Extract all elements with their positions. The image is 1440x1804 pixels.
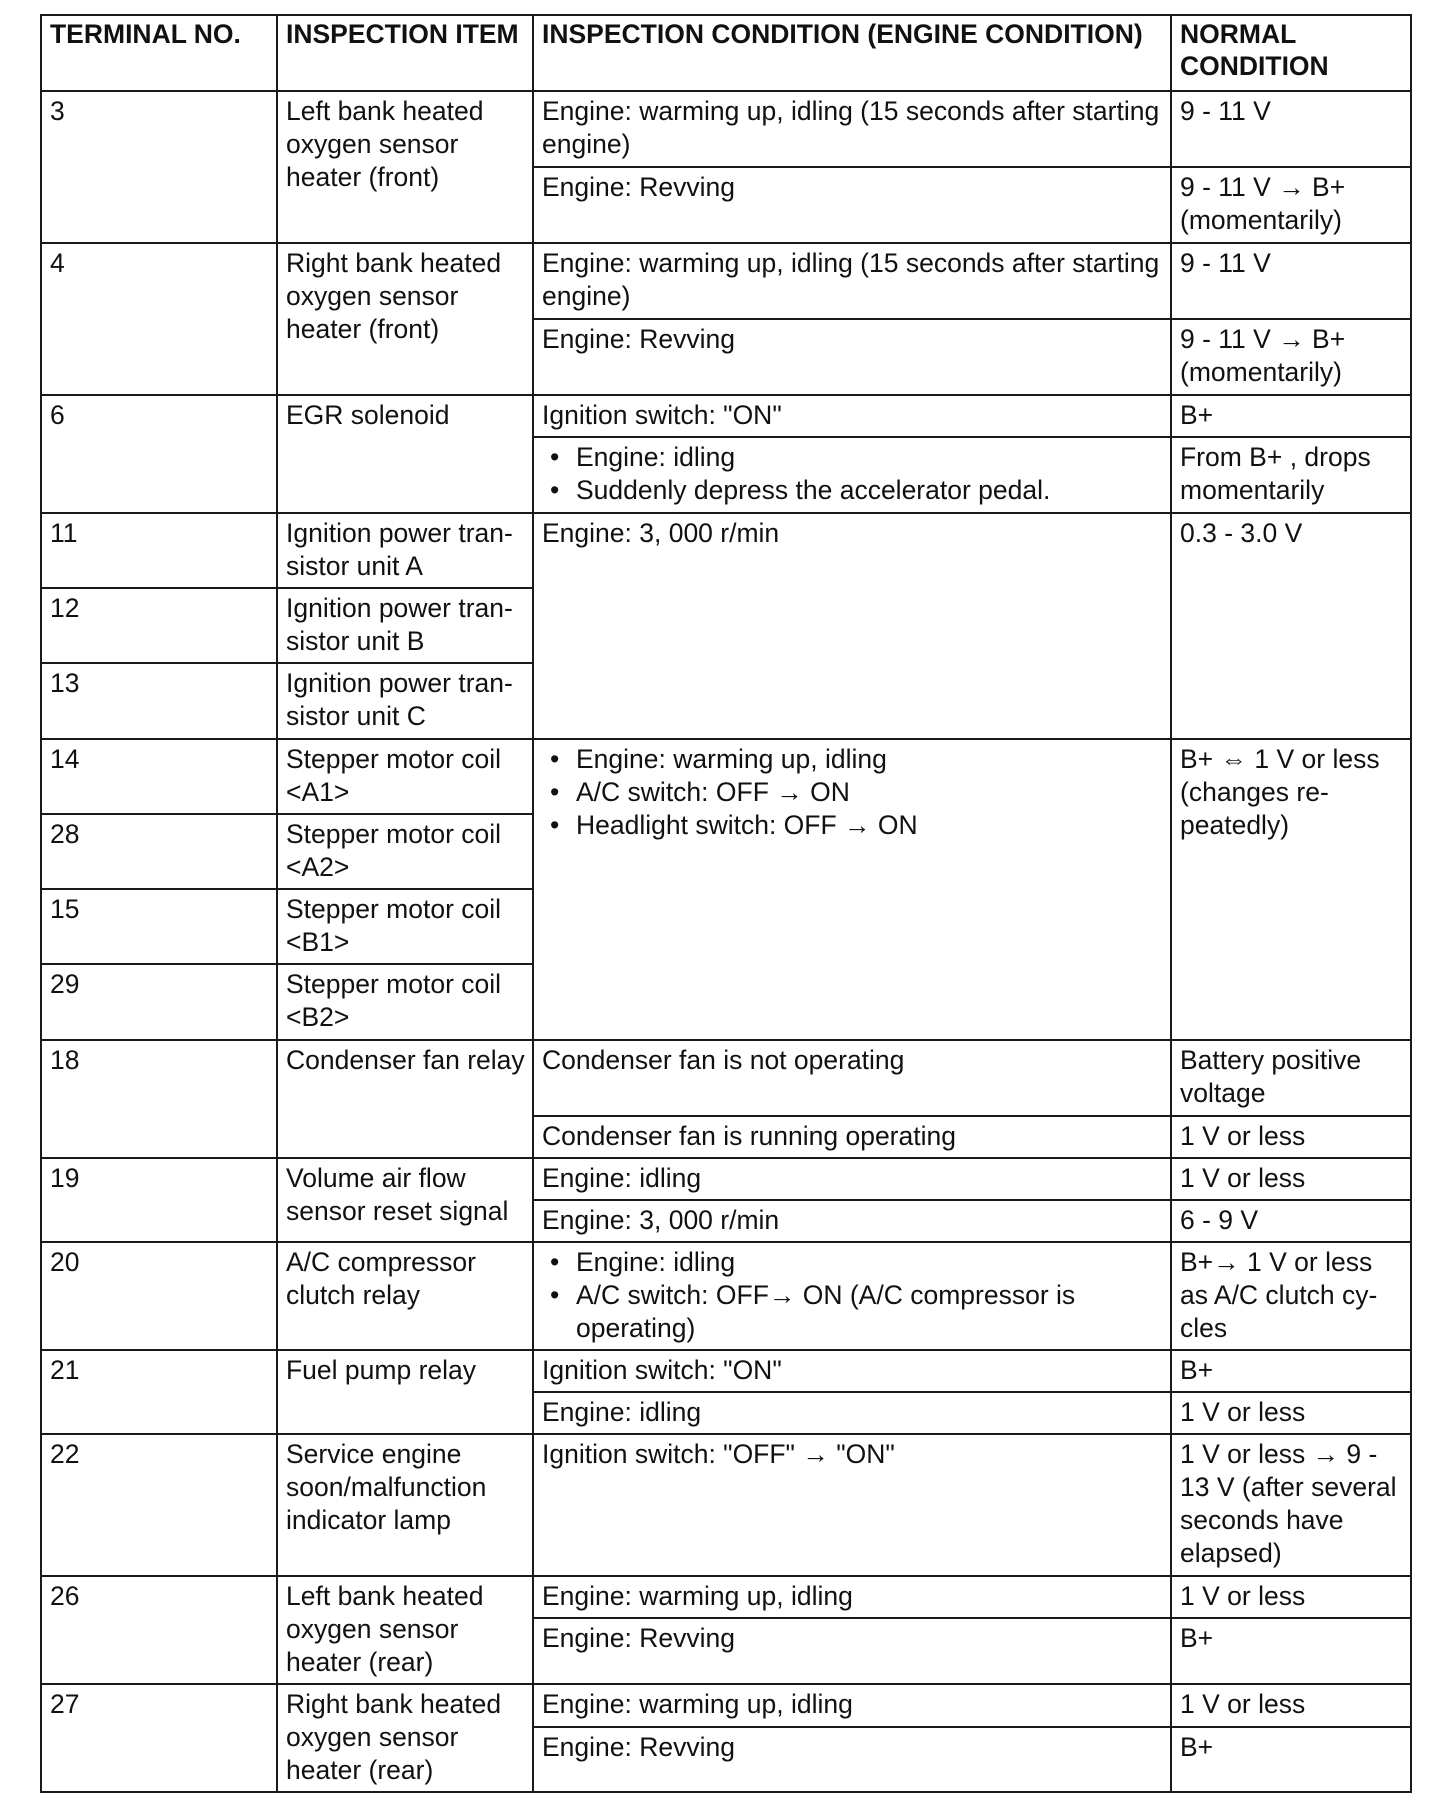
- item-cell: Ignition power transistor unit C: [277, 663, 533, 739]
- list-item: • Engine: idling: [542, 1246, 1164, 1279]
- condition-cell: Engine: 3, 000 r/min: [533, 1200, 1171, 1242]
- item-cell: Left bank heated oxygen sensor heater (front): [277, 91, 533, 243]
- condition-cell: Ignition switch: "ON": [533, 395, 1171, 437]
- inspection-table: [40, 14, 1412, 1793]
- terminal-cell: 27: [41, 1684, 277, 1792]
- normal-cell: B+: [1171, 1350, 1411, 1392]
- terminal-cell: 21: [41, 1350, 277, 1434]
- list-item: • Headlight switch: OFF → ON: [542, 809, 1164, 842]
- terminal-cell: 14: [41, 739, 277, 814]
- item-cell: Ignition power transistor unit B: [277, 588, 533, 663]
- condition-cell: Ignition switch: "ON": [533, 1350, 1171, 1392]
- normal-cell: 1 V or less: [1171, 1158, 1411, 1200]
- item-cell: EGR solenoid: [277, 395, 533, 513]
- normal-cell: 1 V or less: [1171, 1576, 1411, 1618]
- terminal-cell: 18: [41, 1040, 277, 1158]
- list-item: • A/C switch: OFF → ON: [542, 776, 1164, 809]
- table-row: [41, 243, 1411, 319]
- normal-cell: B+: [1171, 1618, 1411, 1684]
- header-normal-condition: NORMAL CONDITION: [1171, 15, 1411, 91]
- normal-cell: 9 - 11 V → B+ (momentarily): [1171, 319, 1411, 395]
- condition-cell: [533, 1242, 1171, 1350]
- terminal-cell: 19: [41, 1158, 277, 1242]
- table-row: [41, 1684, 1411, 1727]
- normal-cell: 9 - 11 V: [1171, 91, 1411, 167]
- normal-cell: 9 - 11 V: [1171, 243, 1411, 319]
- condition-cell: Engine: warming up, idling: [533, 1576, 1171, 1618]
- condition-cell: Engine: idling: [533, 1392, 1171, 1434]
- condition-bullet-list: [542, 743, 1164, 842]
- item-cell: Volume air flow sensor reset signal: [277, 1158, 533, 1242]
- item-cell: Ignition power transistor unit A: [277, 513, 533, 588]
- list-item: • Engine: warming up, idling: [542, 743, 1164, 776]
- condition-cell: Ignition switch: "OFF" → "ON": [533, 1434, 1171, 1576]
- table-row: [41, 395, 1411, 437]
- normal-cell: B+→ 1 V or less as A/C clutch cycles: [1171, 1242, 1411, 1350]
- item-cell: Condenser fan relay: [277, 1040, 533, 1158]
- table-row: [41, 513, 1411, 588]
- normal-cell: 6 - 9 V: [1171, 1200, 1411, 1242]
- condition-cell: Engine: idling: [533, 1158, 1171, 1200]
- table-row: [41, 1350, 1411, 1392]
- condition-cell: Engine: Revving: [533, 1727, 1171, 1792]
- normal-cell: 9 - 11 V → B+ (momentarily): [1171, 167, 1411, 243]
- item-cell: Right bank heated oxygen sensor heater (rear): [277, 1684, 533, 1792]
- terminal-cell: 26: [41, 1576, 277, 1684]
- item-cell: Right bank heated oxygen sensor heater (front): [277, 243, 533, 395]
- condition-cell: Engine: warming up, idling: [533, 1684, 1171, 1727]
- terminal-cell: 13: [41, 663, 277, 739]
- condition-cell: Engine: warming up, idling (15 seconds after starting engine): [533, 243, 1171, 319]
- normal-cell: B+: [1171, 1727, 1411, 1792]
- condition-bullet-list: [542, 441, 1164, 507]
- item-cell: Stepper motor coil <B1>: [277, 889, 533, 964]
- condition-bullet-list: [542, 1246, 1164, 1345]
- terminal-cell: 3: [41, 91, 277, 243]
- item-cell: Fuel pump relay: [277, 1350, 533, 1434]
- list-item: • Suddenly depress the accelerator pedal.: [542, 474, 1164, 507]
- condition-cell: Condenser fan is running operating: [533, 1116, 1171, 1158]
- list-item: • A/C switch: OFF→ ON (A/C compressor is operating): [542, 1279, 1164, 1345]
- header-inspection-item: INSPECTION ITEM: [277, 15, 533, 91]
- table-row: [41, 739, 1411, 814]
- normal-cell: 1 V or less: [1171, 1116, 1411, 1158]
- condition-cell: Engine: Revving: [533, 319, 1171, 395]
- condition-cell: Engine: warming up, idling (15 seconds after starting engine): [533, 91, 1171, 167]
- table-row: [41, 1434, 1411, 1576]
- condition-cell: [533, 739, 1171, 1040]
- condition-cell: Engine: 3, 000 r/min: [533, 513, 1171, 739]
- item-cell: Stepper motor coil <A2>: [277, 814, 533, 889]
- normal-cell: 0.3 - 3.0 V: [1171, 513, 1411, 739]
- normal-cell: 1 V or less → 9 - 13 V (after several seconds have elapsed): [1171, 1434, 1411, 1576]
- terminal-cell: 22: [41, 1434, 277, 1576]
- normal-cell: From B+ , drops momentarily: [1171, 437, 1411, 513]
- table-row: [41, 1242, 1411, 1350]
- list-item: • Engine: idling: [542, 441, 1164, 474]
- item-cell: A/C compressor clutch relay: [277, 1242, 533, 1350]
- condition-cell: Engine: Revving: [533, 167, 1171, 243]
- terminal-cell: 6: [41, 395, 277, 513]
- terminal-cell: 4: [41, 243, 277, 395]
- terminal-cell: 11: [41, 513, 277, 588]
- normal-cell: Battery positive voltage: [1171, 1040, 1411, 1116]
- table-row: [41, 1576, 1411, 1618]
- normal-cell: 1 V or less: [1171, 1684, 1411, 1727]
- item-cell: Stepper motor coil <A1>: [277, 739, 533, 814]
- header-terminal-no: TERMINAL NO.: [41, 15, 277, 91]
- table-row: [41, 91, 1411, 167]
- item-cell: Service engine soon/malfunction indicator lamp: [277, 1434, 533, 1576]
- terminal-cell: 12: [41, 588, 277, 663]
- condition-cell: Condenser fan is not operating: [533, 1040, 1171, 1116]
- normal-cell: B+ ⇔ 1 V or less (changes repeatedly): [1171, 739, 1411, 1040]
- terminal-cell: 28: [41, 814, 277, 889]
- terminal-cell: 20: [41, 1242, 277, 1350]
- table-row: [41, 1040, 1411, 1116]
- normal-cell: B+: [1171, 395, 1411, 437]
- terminal-cell: 29: [41, 964, 277, 1040]
- item-cell: Left bank heated oxygen sensor heater (rear): [277, 1576, 533, 1684]
- condition-cell: Engine: Revving: [533, 1618, 1171, 1684]
- header-inspection-condition: INSPECTION CONDITION (ENGINE CONDITION): [533, 15, 1171, 91]
- normal-cell: 1 V or less: [1171, 1392, 1411, 1434]
- table-row: [41, 1158, 1411, 1200]
- header-row: [41, 15, 1411, 91]
- item-cell: Stepper motor coil <B2>: [277, 964, 533, 1040]
- condition-cell: [533, 437, 1171, 513]
- terminal-cell: 15: [41, 889, 277, 964]
